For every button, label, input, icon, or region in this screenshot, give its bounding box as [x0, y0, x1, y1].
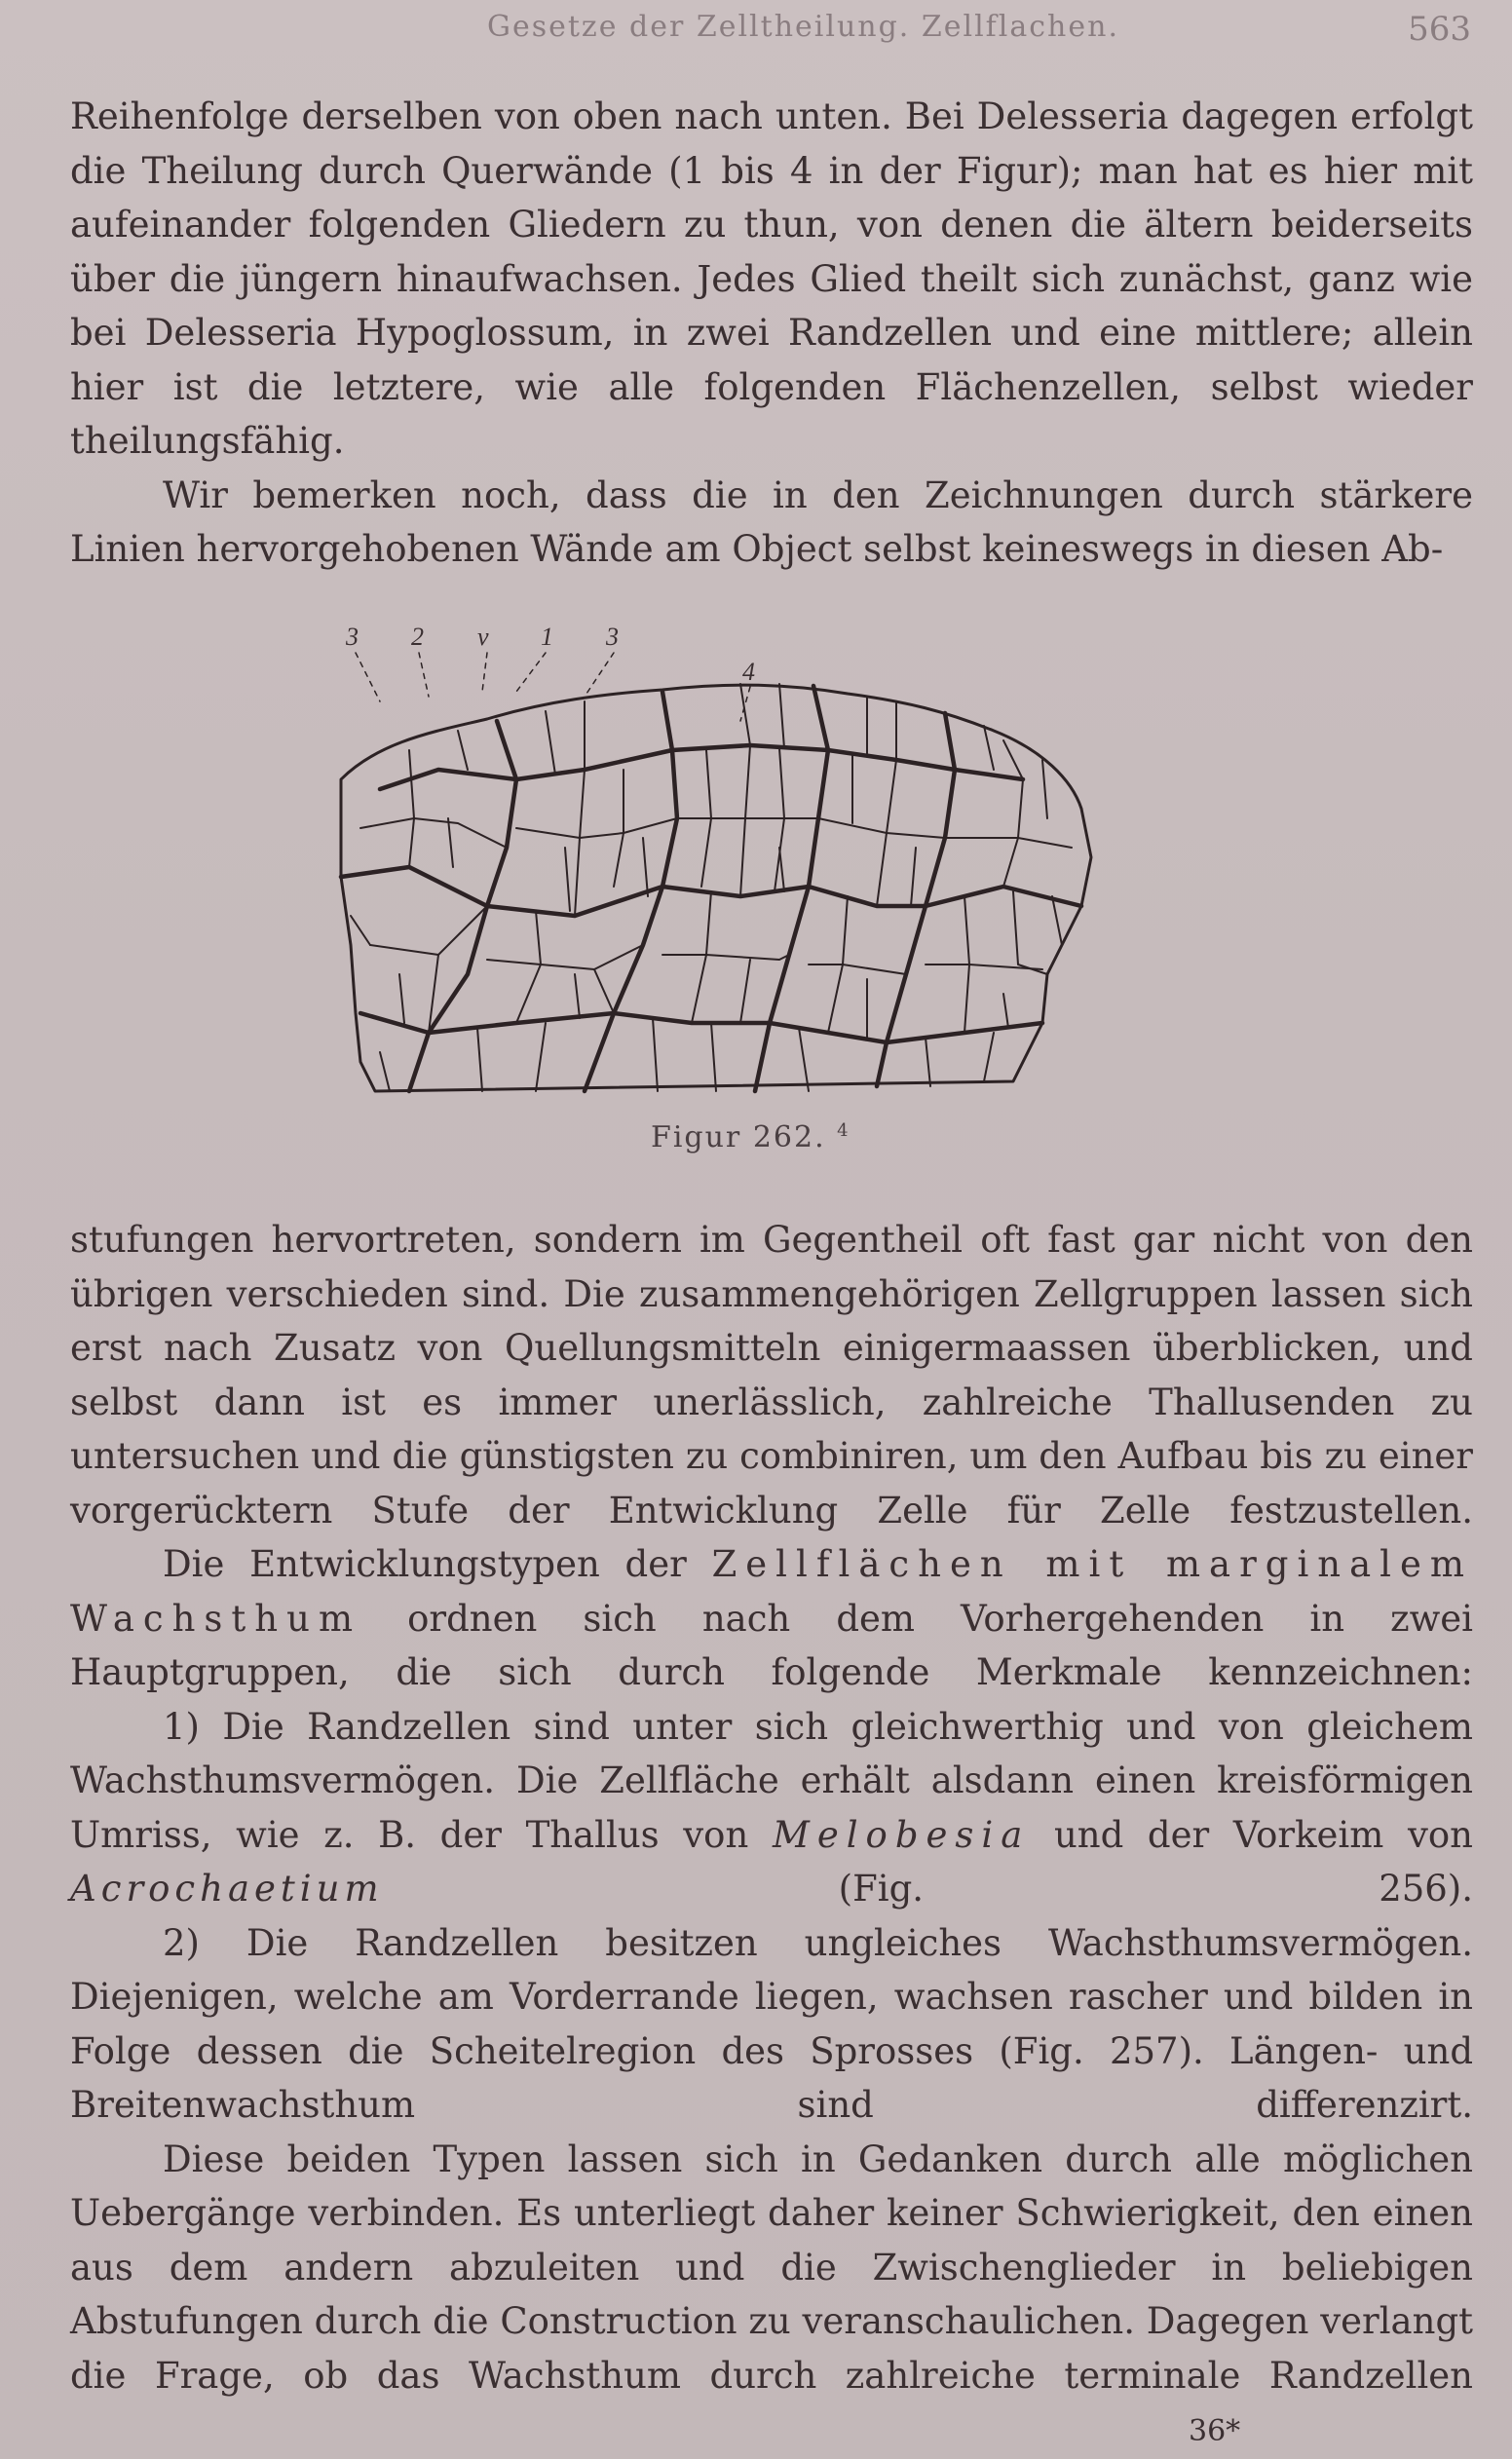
figure-label-v: v: [477, 624, 489, 651]
p5-genus-acrochaetium: Acrochaetium: [70, 1868, 384, 1910]
paragraph-4: [70, 1537, 1473, 1700]
paragraph-3: stufungen hervortreten, sondern im Gegentheil oft fast gar nicht von den übrigen verschieden sind. Die zusammengehörigen Zellgruppen lassen sich erst nach Zusatz von Quellungsmitteln einigermaassen überblicken, und selbst dann ist es immer unerlässlich, zahlreiche Thallusenden zu untersuchen und die günstigsten zu combiniren, um den Aufbau bis zu einer vorgerücktern Stufe der Entwicklung Zelle für Zelle festzustellen.: [70, 1219, 1473, 1532]
p4-spaced-term: Zellflächen mit marginalem Wachsthum: [70, 1543, 1473, 1640]
figure-label-2: 2: [411, 624, 424, 651]
cell-network-drawing: [321, 624, 1101, 1111]
page-header: [0, 6, 1512, 55]
paragraph-2: Wir bemerken noch, dass die in den Zeichnungen durch stärkere Linien hervorgehobenen Wände am Object selbst keineswegs in diesen Ab-: [70, 473, 1473, 570]
p5-mid: und der Vorkeim von: [1053, 1813, 1473, 1856]
figure-label-3-left: 3: [346, 624, 359, 651]
running-title: Gesetze der Zelltheilung. Zellflachen.: [487, 10, 1119, 44]
figure-caption-text: Figur 262.: [651, 1120, 826, 1154]
p4-lead: Die Entwicklungstypen der: [163, 1543, 687, 1585]
figure-label-4: 4: [742, 658, 755, 686]
page-number: 563: [1408, 10, 1471, 49]
paragraph-1: Reihenfolge derselben von oben nach unten. Bei Delesseria dagegen erfolgt die Theilung durch Querwände (1 bis 4 in der Figur); man hat es hier mit aufeinander folgenden Gliedern zu thun, von denen die ältern beiderseits über die jüngern hinaufwachsen. Jedes Glied theilt sich zunächst, ganz wie bei Delesseria Hypoglossum, in zwei Randzellen und eine mittlere; allein hier ist die letztere, wie alle folgenden Flächenzellen, selbst wieder theilungsfähig.: [70, 95, 1473, 462]
p5-lead: 1) Die Randzellen sind unter sich gleichwerthig und von gleichem Wachsthumsvermögen. Die Zellfläche erhält alsdann einen kreisförmigen Umriss, wie z. B. der Thallus von: [70, 1705, 1473, 1856]
text-block-top: [70, 90, 1473, 577]
p4-rest: ordnen sich nach dem Vorhergehenden in zwei Hauptgruppen, die sich durch folgende Merkmale kennzeichnen:: [70, 1597, 1474, 1693]
figure-label-1: 1: [541, 624, 553, 651]
signature-mark: 36*: [1189, 2414, 1241, 2448]
paragraph-7: Diese beiden Typen lassen sich in Gedanken durch alle möglichen Uebergänge verbinden. Es unterliegt daher keiner Schwierigkeit, den einen aus dem andern abzuleiten und die Zwischenglieder in beliebigen Abstufungen durch die Construction zu veranschaulichen. Dagegen verlangt die Frage, ob das Wachsthum durch zahlreiche terminale Randzellen: [70, 2137, 1473, 2397]
figure-caption-note: 4: [837, 1120, 850, 1141]
paragraph-6: 2) Die Randzellen besitzen ungleiches Wachsthumsvermögen. Diejenigen, welche am Vorderrande liegen, wachsen rascher und bilden in Folge dessen die Scheitelregion des Sprosses (Fig. 257). Längen- und Breitenwachsthum sind differenzirt.: [70, 1921, 1473, 2126]
p5-genus-melobesia: Melobesia: [772, 1813, 1031, 1856]
text-block-bottom: [70, 1213, 1473, 2402]
figure-262: [321, 624, 1101, 1111]
figure-caption: [651, 1120, 850, 1154]
figure-label-3-right: 3: [606, 624, 619, 651]
paragraph-5: [70, 1700, 1473, 1916]
p5-ref: (Fig. 256).: [838, 1868, 1474, 1910]
